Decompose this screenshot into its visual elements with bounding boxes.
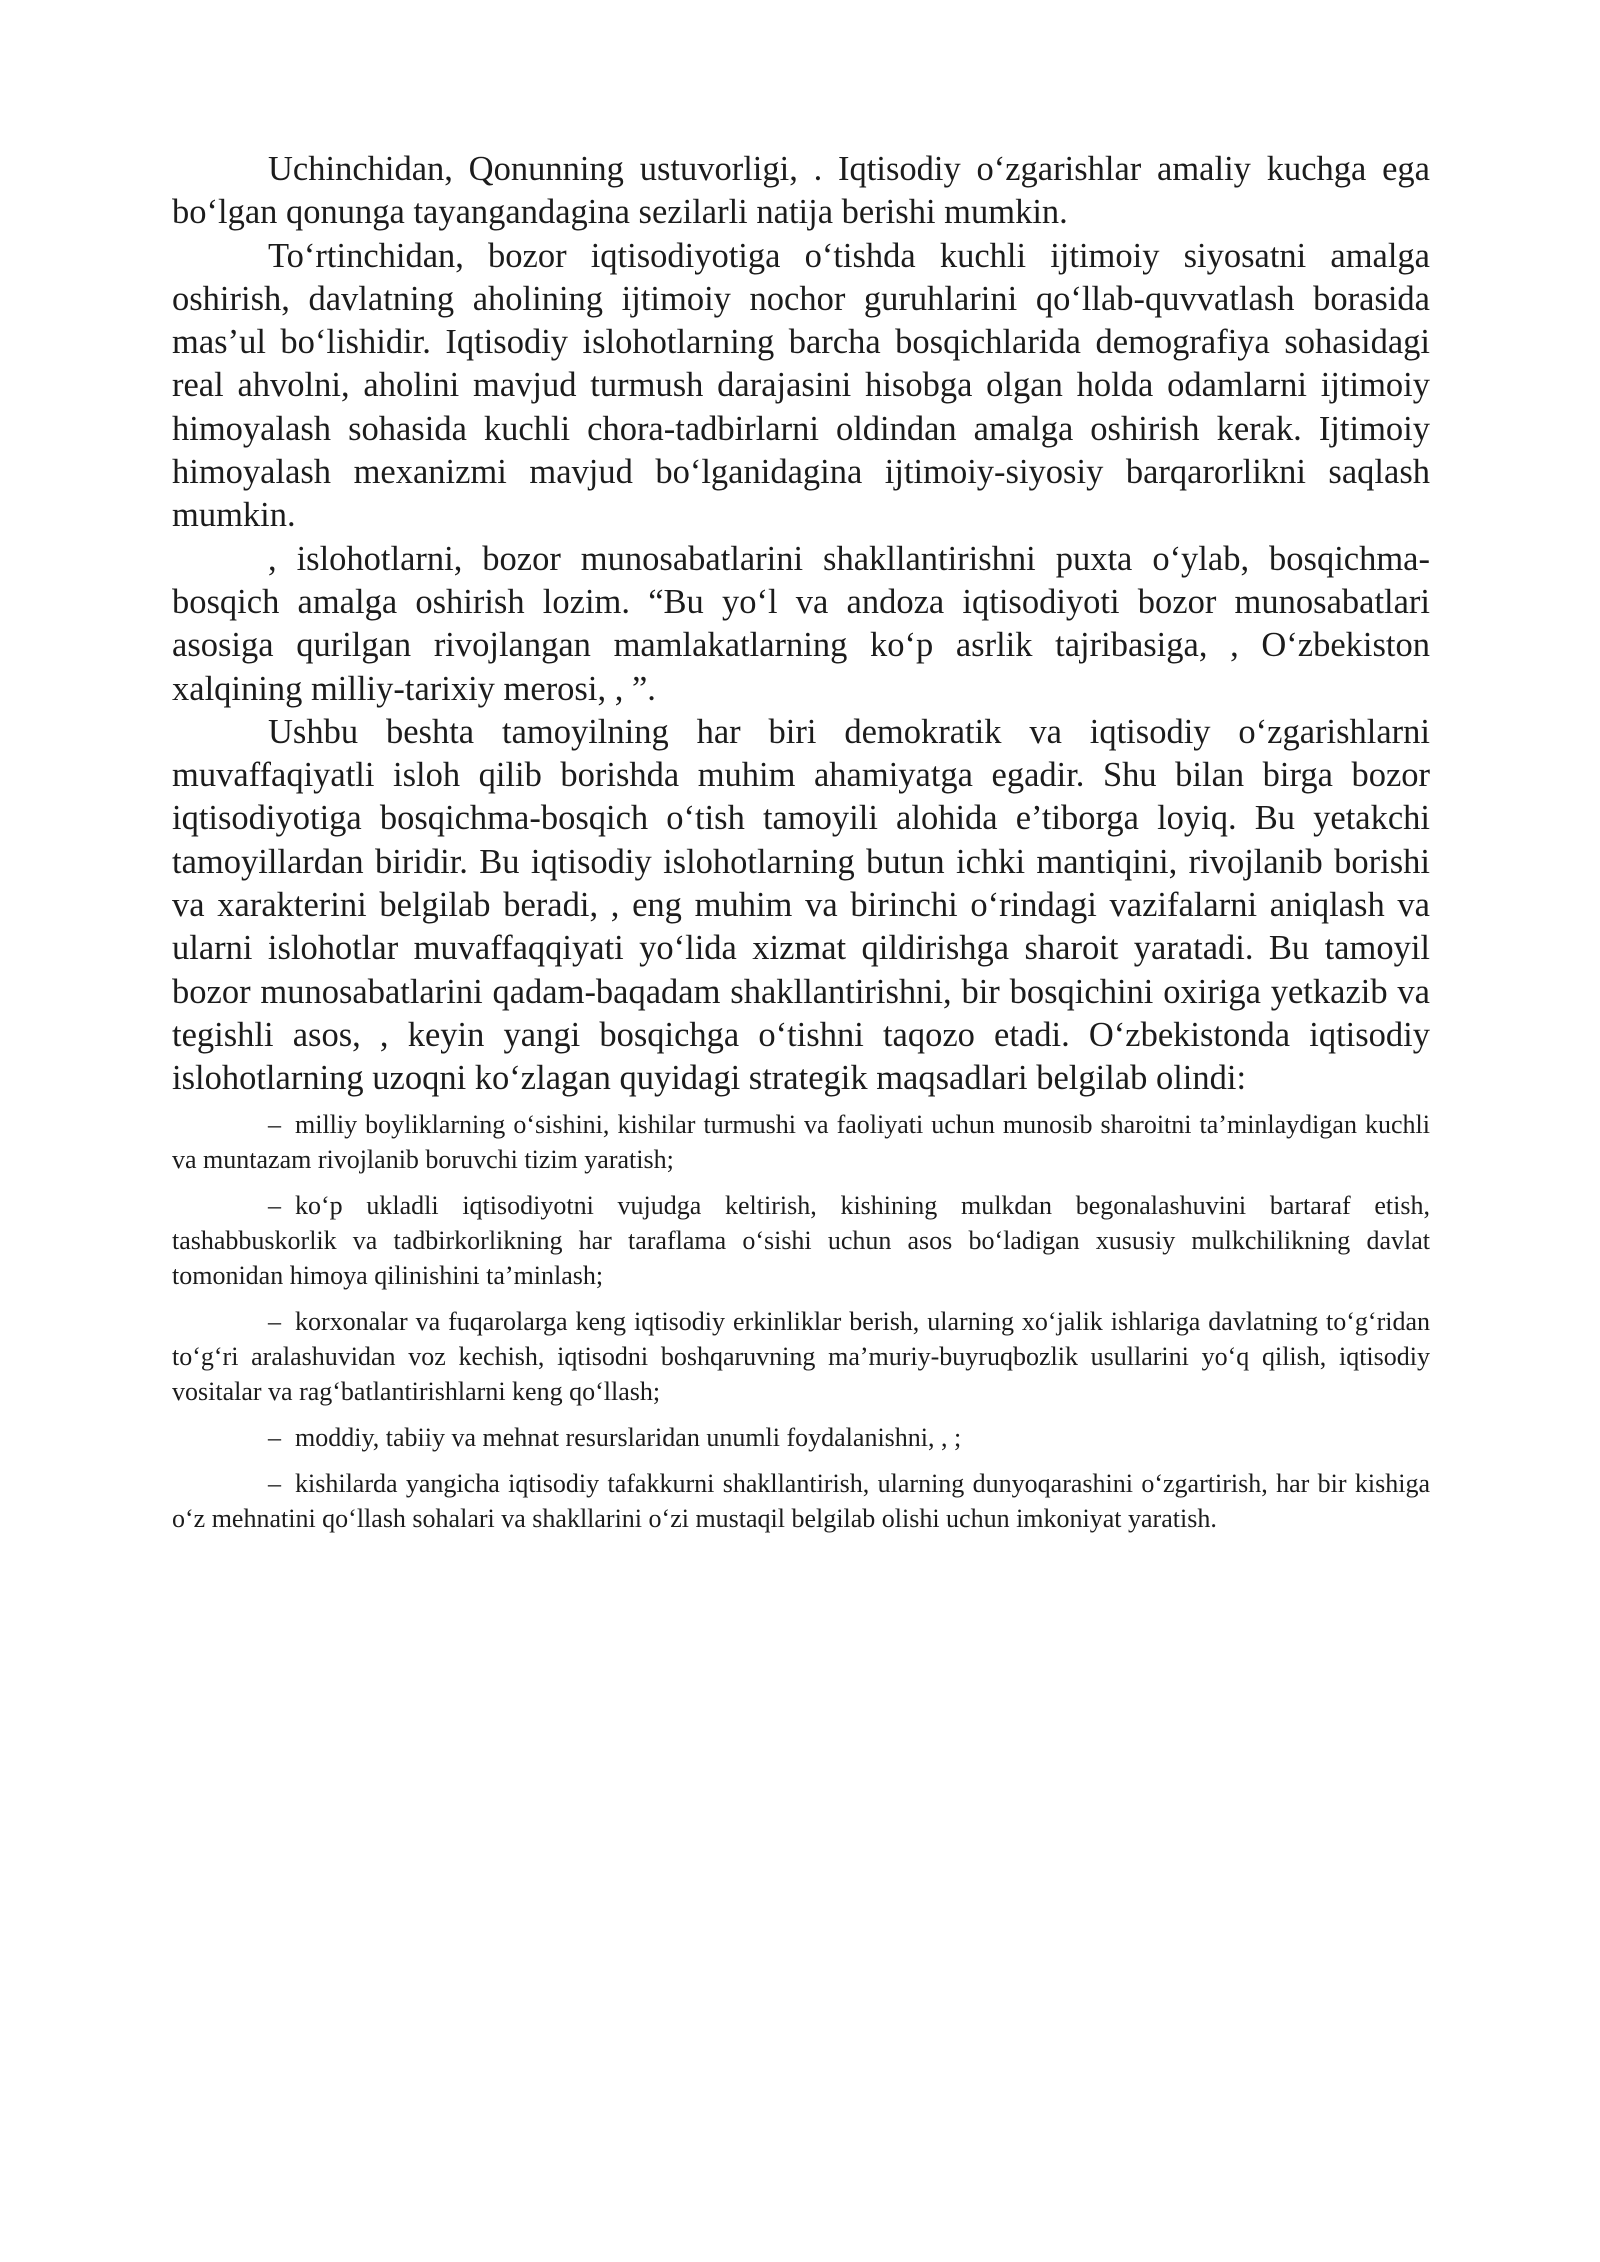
list-item [172, 1188, 1430, 1293]
paragraph-islohotlar: , islohotlarni, bozor munosabatlarini shakllantirishni puxta o‘ylab, bosqichma-bosqich amalga oshirish lozim. “Bu yo‘l va andoza iqtisodiyoti bozor munosabatlari asosiga qurilgan rivojlangan mamlakatlarning ko‘p asrlik tajribasiga, , O‘zbekiston xalqining milliy-tarixiy merosi, , ”. [172, 539, 1430, 708]
paragraph-uchinchidan: Uchinchidan, Qonunning ustuvorligi, . Iqtisodiy o‘zgarishlar amaliy kuchga ega bo‘lgan qonunga tayangandagina sezilarli natija berishi mumkin. [172, 150, 1430, 232]
list-item [172, 1420, 1430, 1455]
paragraph-tortinchidan: To‘rtinchidan, bozor iqtisodiyotiga o‘tishda kuchli ijtimoiy siyosatni amalga oshirish, davlatning aholining ijtimoiy nochor guruhlarini qo‘llab-quvvatlash borasida mas’ul bo‘lishidir. Iqtisodiy islohotlarning barcha bosqichlarida demografiya sohasidagi real ahvolni, aholini mavjud turmush darajasini hisobga olgan holda odamlarni ijtimoiy himoyalash sohasida kuchli chora-tadbirlarni oldindan amalga oshirish kerak. Ijtimoiy himoyalash mexanizmi mavjud bo‘lganidagina ijtimoiy-siyosiy barqarorlikni saqlash mumkin. [172, 236, 1430, 535]
dash-marker: – [268, 1422, 281, 1452]
list-item [172, 1304, 1430, 1409]
paragraph-tamoyillar: Ushbu beshta tamoyilning har biri demokratik va iqtisodiy o‘zgarishlarni muvaffaqiyatli isloh qilib borishda muhim ahamiyatga egadir. Shu bilan birga bozor iqtisodiyotiga bosqichma-bosqich o‘tish tamoyili alohida e’tiborga loyiq. Bu yetakchi tamoyillardan biridir. Bu iqtisodiy islohotlarning butun ichki mantiqini, rivojlanib borishi va xarakterini belgilab beradi, , eng muhim va birinchi o‘rindagi vazifalarni aniqlash va ularni islohotlar muvaffaqqiyati yo‘lida xizmat qildirishga sharoit yaratadi. Bu tamoyil bozor munosabatlarini qadam-baqadam shakllantirishni, bir bosqichini oxiriga yetkazib va tegishli asos, , keyin yangi bosqichga o‘tishni taqozo etadi. O‘zbekistonda iqtisodiy islohotlarning uzoqni ko‘zlagan quyidagi strategik maqsadlari belgilab olindi: [172, 712, 1430, 1098]
list-item-text: milliy boyliklarning o‘sishini, kishilar turmushi va faoliyati uchun munosib sharoitni ta’minlaydigan kuchli va muntazam rivojlanib boruvchi tizim yaratish; [172, 1109, 1430, 1174]
dash-marker: – [268, 1190, 281, 1220]
dash-marker: – [268, 1468, 281, 1498]
dash-marker: – [268, 1109, 281, 1139]
list-item-text: moddiy, tabiiy va mehnat resurslaridan unumli foydalanishni, , ; [295, 1422, 962, 1452]
list-item [172, 1466, 1430, 1536]
document-page [172, 148, 1430, 1547]
list-item [172, 1107, 1430, 1177]
list-item-text: kishilarda yangicha iqtisodiy tafakkurni shakllantirish, ularning dunyoqarashini o‘zgartirish, har bir kishiga o‘z mehnatini qo‘llash sohalari va shakllarini o‘zi mustaqil belgilab olishi uchun imkoniyat yaratish. [172, 1468, 1430, 1533]
strategic-goals-list [172, 1107, 1430, 1536]
list-item-text: ko‘p ukladli iqtisodiyotni vujudga keltirish, kishining mulkdan begonalashuvini bartaraf etish, tashabbuskorlik va tadbirkorlikning har taraflama o‘sishi uchun asos bo‘ladigan xususiy mulkchilikning davlat tomonidan himoya qilinishini ta’minlash; [172, 1190, 1430, 1290]
list-item-text: korxonalar va fuqarolarga keng iqtisodiy erkinliklar berish, ularning xo‘jalik ishlariga davlatning to‘g‘ridan to‘g‘ri aralashuvidan voz kechish, iqtisodni boshqaruvning ma’muriy-buyruqbozlik usullarini yo‘q qilish, iqtisodiy vositalar va rag‘batlantirishlarni keng qo‘llash; [172, 1306, 1430, 1406]
dash-marker: – [268, 1306, 281, 1336]
